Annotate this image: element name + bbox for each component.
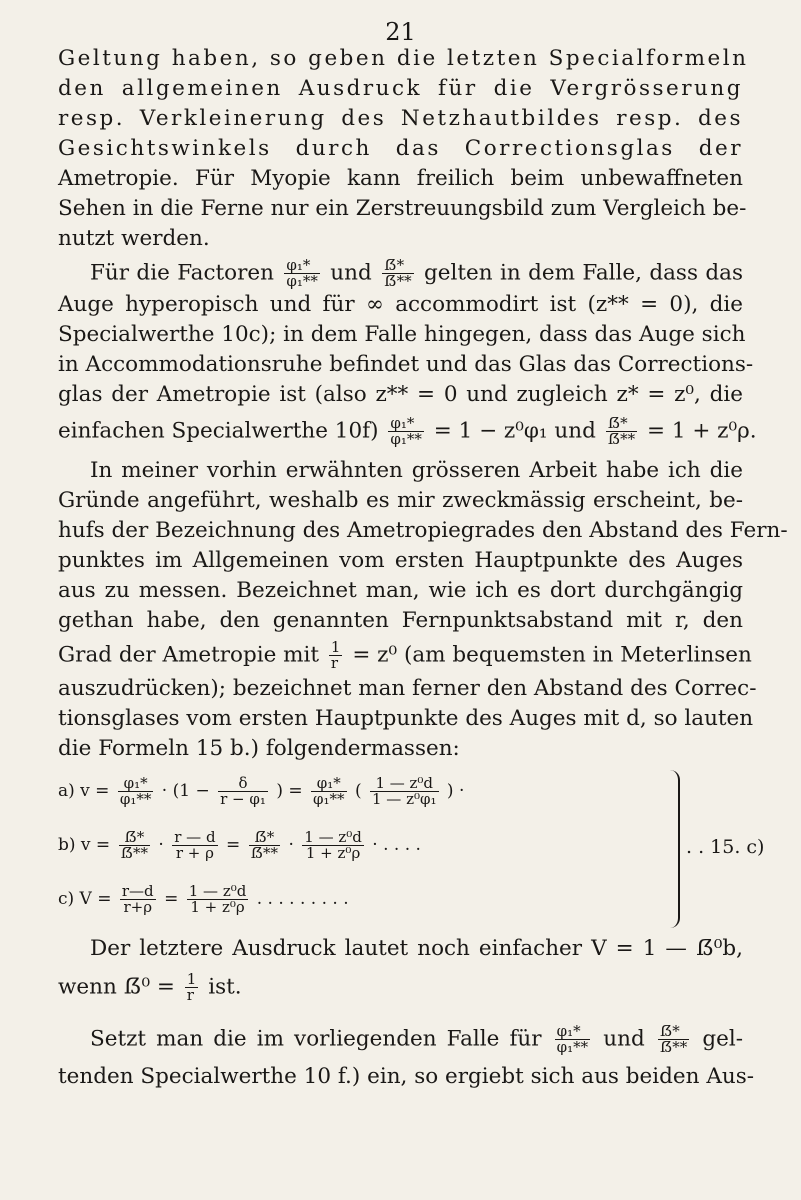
text-line-6: Sehen in die Ferne nur ein Zerstreuungsbild zum Vergleich be- [58,196,747,221]
fraction-s: $\frac{\text{ẞ*}}{\text{ẞ**}}$ [384,256,412,290]
formula-c: c) V = $\frac{r—d}{r+\rho}$ = $\frac{\text{1 — z⁰d}}{\text{1 + z⁰ρ}}$ . . . . . . . . . [58,882,349,916]
text-line-23: die Formeln 15 b.) folgendermassen: [58,736,460,761]
fraction-phi: $\frac{\text{φ₁*}}{\text{φ₁**}}$ [286,256,318,290]
text-line-29: wenn ẞ⁰ = $\frac{1}{r}$ ist. [58,970,242,1004]
text-line-13: einfachen Specialwerthe 10f) $\frac{\text{φ₁*}}{\text{φ₁**}}$ = 1 − z⁰φ₁ und $\frac{\text{ẞ*}}{\text{ẞ**}}$ = 1 + z⁰ρ. [58,414,757,448]
text-line-14: In meiner vorhin erwähnten grösseren Arbeit habe ich die [90,458,743,483]
text-line-30: Setzt man die im vorliegenden Falle für $\frac{\text{φ₁*}}{\text{φ₁**}}$ und $\frac{\text{ẞ*}}{\text{ẞ**}}$ gel- [90,1022,744,1056]
text-line-15: Gründe angeführt, weshalb es mir zweckmässig erscheint, be- [58,488,743,513]
text-line-19: gethan habe, den genannten Fernpunktsabstand mit r, den [58,608,743,633]
fraction-phi-2: $\frac{\text{φ₁*}}{\text{φ₁**}}$ [390,414,422,448]
fraction-one-over-r: $\frac{1}{r}$ [330,638,341,672]
text-line-8: Für die Factoren $\frac{\text{φ₁*}}{\text{φ₁**}}$ und $\frac{\text{ẞ*}}{\text{ẞ**}}$ gelten in dem Falle, dass das [90,256,744,290]
text-line-3: resp. Verkleinerung des Netzhautbildes resp. des [58,106,743,131]
formula-b: b) v = $\frac{\text{ẞ*}}{\text{ẞ**}}$ · $\frac{r — d}{r + \rho}$ = $\frac{\text{ẞ*}}{\text{ẞ**}}$ · $\frac{\text{1 — z⁰d}}{\text{1 + z⁰ρ}}$ · . . . . [58,828,421,862]
text-line-7: nutzt werden. [58,226,210,251]
text-line-12: glas der Ametropie ist (also z** = 0 und zugleich z* = z⁰, die [58,382,743,407]
text-line-28: Der letztere Ausdruck lautet noch einfacher V = 1 — ẞ⁰b, [90,936,743,961]
text-line-1: Geltung haben, so geben die letzten Specialformeln [58,46,749,71]
text-line-16: hufs der Bezeichnung des Ametropiegrades den Abstand des Fern- [58,518,788,543]
text-line-11: in Accommodationsruhe befindet und das Glas das Corrections- [58,352,754,377]
page-number: 21 [385,18,416,46]
formula-a: a) v = $\frac{\text{φ₁*}}{\text{φ₁**}}$ · (1 − $\frac{\delta}{\text{r − φ₁}}$ ) = $\frac{\text{φ₁*}}{\text{φ₁**}}$ ( $\frac{\text{1 — z⁰d}}{\text{1 — z⁰φ₁}}$ ) · [58,774,465,808]
text-line-20: Grad der Ametropie mit $\frac{1}{r}$ = z⁰ (am bequemsten in Meterlinsen [58,638,752,672]
text-line-21: auszudrücken); bezeichnet man ferner den Abstand des Correc- [58,676,757,701]
text-line-10: Specialwerthe 10c); in dem Falle hingegen, dass das Auge sich [58,322,746,347]
text-line-31: tenden Specialwerthe 10 f.) ein, so ergiebt sich aus beiden Aus- [58,1064,754,1089]
text-line-18: aus zu messen. Bezeichnet man, wie ich es dort durchgängig [58,578,743,603]
text-line-22: tionsglases vom ersten Hauptpunkte des Auges mit d, so lauten [58,706,754,731]
text-line-2: den allgemeinen Ausdruck für die Vergrösserung [58,76,743,101]
text-line-5: Ametropie. Für Myopie kann freilich beim unbewaffneten [58,166,743,191]
formula-brace [664,770,680,928]
fraction-s-2: $\frac{\text{ẞ*}}{\text{ẞ**}}$ [607,414,636,448]
text-line-17: punktes im Allgemeinen vom ersten Hauptpunkte des Auges [58,548,743,573]
equation-number: . . 15. c) [686,836,765,858]
text-line-4: Gesichtswinkels durch das Correctionsglas der [58,136,743,161]
text-line-9: Auge hyperopisch und für ∞ accommodirt ist (z** = 0), die [58,292,743,317]
